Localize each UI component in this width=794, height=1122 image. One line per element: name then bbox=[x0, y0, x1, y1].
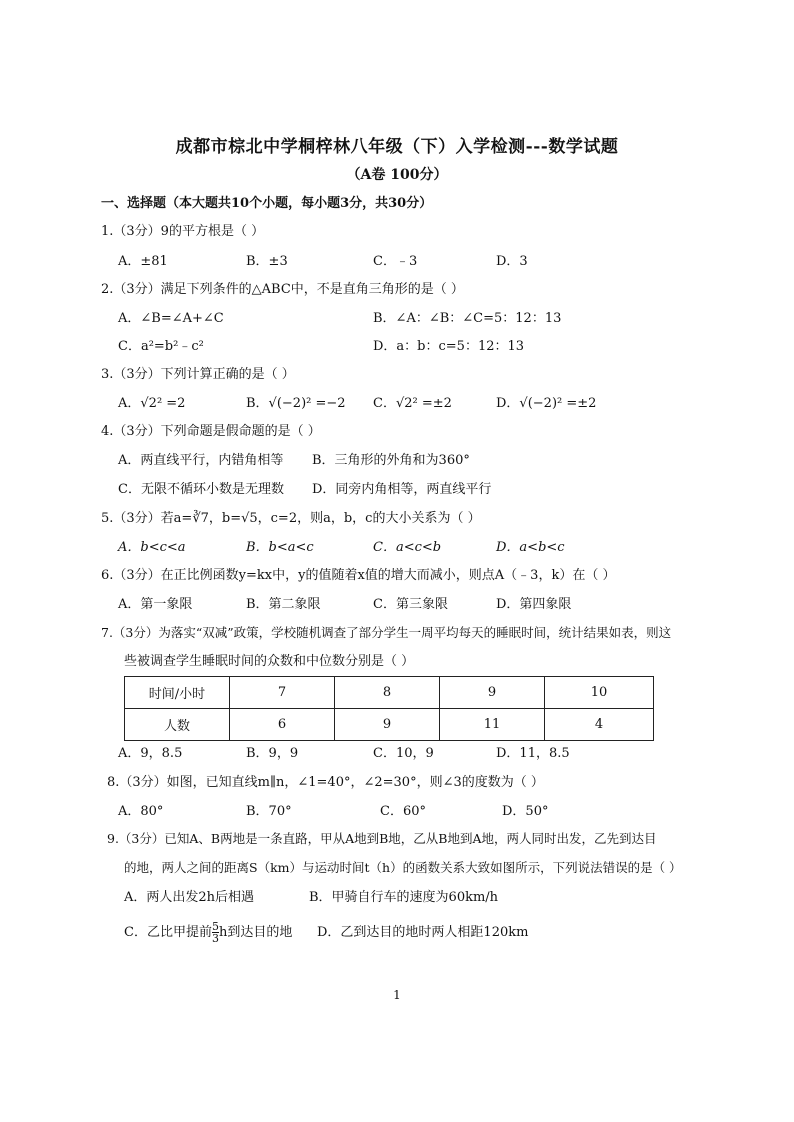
question-5-option-d: D．a<b<c bbox=[496, 540, 565, 555]
question-5-option-b: B．b<a<c bbox=[246, 540, 314, 555]
question-7-stem-line1: 7.（3分）为落实“双减”政策，学校随机调查了部分学生一周平均每天的睡眠时间，统计结果如表，则这 bbox=[101, 625, 672, 640]
question-8-option-b: B．70° bbox=[246, 804, 292, 819]
table-cell: 10 bbox=[545, 677, 654, 709]
question-7-option-c: C．10，9 bbox=[373, 746, 434, 761]
table-cell: 9 bbox=[440, 677, 545, 709]
fraction-numerator: 5 bbox=[211, 920, 219, 933]
question-9-option-b: B．甲骑自行车的速度为60km/h bbox=[309, 890, 499, 905]
question-9-option-d: D．乙到达目的地时两人相距120km bbox=[317, 925, 529, 940]
question-2-option-c: C．a²=b²﹣c² bbox=[118, 339, 204, 354]
question-4-option-a: A．两直线平行，内错角相等 bbox=[118, 453, 284, 468]
question-4-option-d: D．同旁内角相等，两直线平行 bbox=[312, 482, 492, 497]
question-9-option-a: A．两人出发2h后相遇 bbox=[124, 890, 255, 905]
question-2-option-d: D．a：b：c=5：12：13 bbox=[373, 339, 525, 354]
question-4-option-b: B．三角形的外角和为360° bbox=[312, 453, 470, 468]
question-6-option-a: A．第一象限 bbox=[118, 597, 193, 612]
question-3-option-a: A．√2² =2 bbox=[118, 396, 186, 411]
question-1-stem: 1.（3分）9的平方根是（ ） bbox=[101, 224, 265, 239]
section-heading: 一、选择题（本大题共10个小题，每小题3分，共30分） bbox=[101, 196, 433, 211]
question-9-option-c bbox=[124, 921, 292, 945]
question-7-option-a: A．9，8.5 bbox=[118, 746, 183, 761]
option-c-suffix: h到达目的地 bbox=[218, 925, 293, 940]
table-cell: 7 bbox=[230, 677, 335, 709]
option-c-prefix: C．乙比甲提前 bbox=[124, 925, 212, 940]
page-subtitle: （A卷 100分） bbox=[346, 167, 448, 183]
question-8-option-d: D．50° bbox=[502, 804, 549, 819]
question-2-stem: 2.（3分）满足下列条件的△ABC中，不是直角三角形的是（ ） bbox=[101, 282, 464, 297]
question-9-stem-line2: 的地，两人之间的距离S（km）与运动时间t（h）的函数关系大致如图所示，下列说法错误的是（ ） bbox=[124, 860, 682, 875]
question-8-stem: 8.（3分）如图，已知直线m∥n，∠1=40°，∠2=30°，则∠3的度数为（ ） bbox=[107, 775, 544, 790]
fraction-five-thirds bbox=[212, 921, 219, 944]
page-title: 成都市棕北中学桐梓林八年级（下）入学检测---数学试题 bbox=[175, 137, 619, 157]
page-number: 1 bbox=[393, 988, 401, 1002]
question-7-option-d: D．11，8.5 bbox=[496, 746, 570, 761]
question-1-option-d: D．3 bbox=[496, 254, 528, 269]
table-cell: 11 bbox=[440, 709, 545, 741]
table-cell: 时间/小时 bbox=[125, 677, 230, 709]
question-2-option-b: B．∠A：∠B：∠C=5：12：13 bbox=[373, 311, 562, 326]
question-1-option-b: B．±3 bbox=[246, 254, 288, 269]
question-7-option-b: B．9，9 bbox=[246, 746, 299, 761]
table-cell: 8 bbox=[335, 677, 440, 709]
question-6-stem: 6.（3分）在正比例函数y=kx中，y的值随着x值的增大而减小，则点A（﹣3，k）在（ ） bbox=[101, 568, 616, 583]
question-3-option-b: B．√(−2)² =−2 bbox=[246, 396, 346, 411]
question-3-option-c: C．√2² =±2 bbox=[373, 396, 452, 411]
question-2-option-a: A．∠B=∠A+∠C bbox=[118, 311, 224, 326]
question-1-option-c: C．﹣3 bbox=[373, 254, 418, 269]
question-5-option-a: A．b<c<a bbox=[118, 540, 186, 555]
table-cell: 9 bbox=[335, 709, 440, 741]
question-8-option-c: C．60° bbox=[380, 804, 426, 819]
question-4-option-c: C．无限不循环小数是无理数 bbox=[118, 482, 284, 497]
question-9-stem-line1: 9.（3分）已知A、B两地是一条直路，甲从A地到B地，乙从B地到A地，两人同时出发，乙先到达目 bbox=[107, 831, 657, 846]
table-cell: 人数 bbox=[125, 709, 230, 741]
question-8-option-a: A．80° bbox=[118, 804, 164, 819]
question-6-option-b: B．第二象限 bbox=[246, 597, 321, 612]
question-4-stem: 4.（3分）下列命题是假命题的是（ ） bbox=[101, 424, 321, 439]
fraction-denominator: 3 bbox=[211, 932, 219, 945]
table-row bbox=[125, 677, 654, 709]
question-5-option-c: C．a<c<b bbox=[373, 540, 442, 555]
question-7-stem-line2: 些被调查学生睡眠时间的众数和中位数分别是（ ） bbox=[124, 654, 415, 669]
sleep-time-table bbox=[124, 676, 654, 741]
question-5-stem: 5.（3分）若a=∛7，b=√5，c=2，则a，b，c的大小关系为（ ） bbox=[101, 511, 481, 526]
question-3-stem: 3.（3分）下列计算正确的是（ ） bbox=[101, 367, 295, 382]
question-1-option-a: A．±81 bbox=[118, 254, 168, 269]
question-6-option-c: C．第三象限 bbox=[373, 597, 448, 612]
table-cell: 6 bbox=[230, 709, 335, 741]
table-row bbox=[125, 709, 654, 741]
table-cell: 4 bbox=[545, 709, 654, 741]
question-3-option-d: D．√(−2)² =±2 bbox=[496, 396, 597, 411]
question-6-option-d: D．第四象限 bbox=[496, 597, 572, 612]
